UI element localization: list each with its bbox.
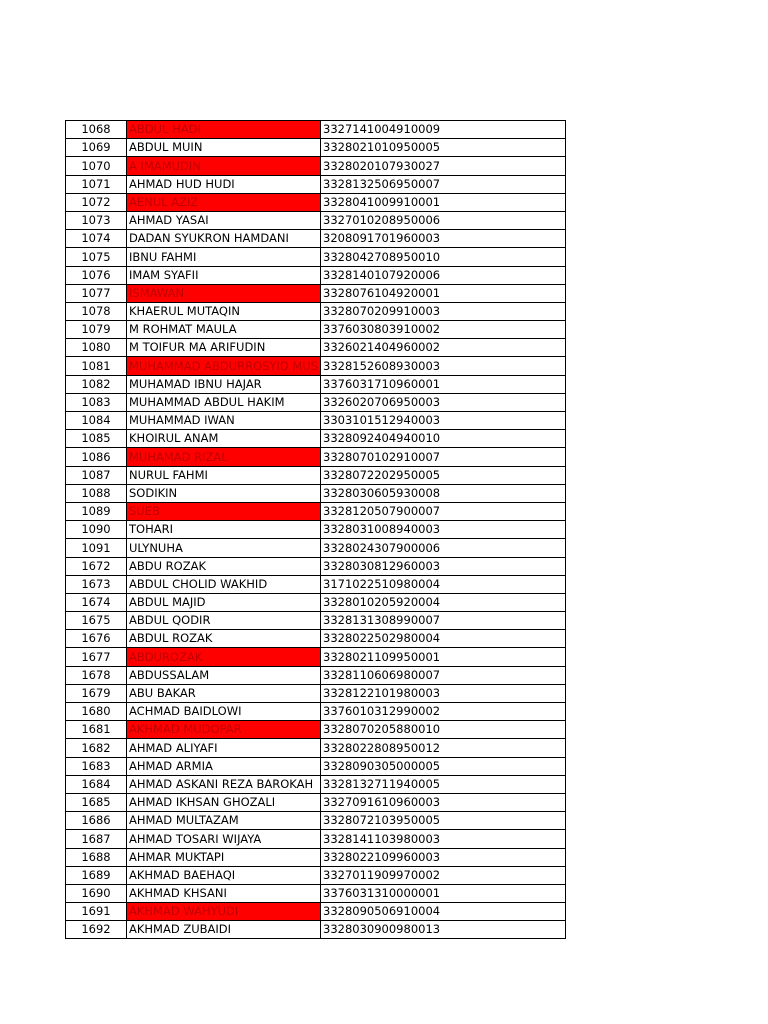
row-number-cell[interactable]: 1084 xyxy=(66,412,127,430)
id-number-cell[interactable]: 3327011909970002 xyxy=(321,866,566,884)
name-cell-highlighted[interactable]: ABDUROZAK xyxy=(127,648,321,666)
table-row xyxy=(66,684,566,702)
name-cell-highlighted[interactable]: MUHAMMAD ABDURROSYID MUS xyxy=(127,357,321,375)
name-cell[interactable]: SODIKIN xyxy=(127,484,321,502)
row-number-cell[interactable]: 1681 xyxy=(66,721,127,739)
name-cell-highlighted[interactable]: AKHMAD WAHYUDI xyxy=(127,903,321,921)
row-number-cell[interactable]: 1688 xyxy=(66,848,127,866)
row-number-cell[interactable]: 1085 xyxy=(66,430,127,448)
table-row xyxy=(66,648,566,666)
name-cell[interactable]: MUHAMMAD IWAN xyxy=(127,412,321,430)
name-cell[interactable]: AHMAD MULTAZAM xyxy=(127,812,321,830)
row-number-cell[interactable]: 1072 xyxy=(66,193,127,211)
row-number-cell[interactable]: 1692 xyxy=(66,921,127,939)
id-number-cell[interactable]: 3171022510980004 xyxy=(321,575,566,593)
row-number-cell[interactable]: 1685 xyxy=(66,793,127,811)
id-number-cell[interactable]: 3328152608930003 xyxy=(321,357,566,375)
id-number-cell[interactable]: 3328020107930027 xyxy=(321,157,566,175)
id-number-cell[interactable]: 3328010205920004 xyxy=(321,593,566,611)
table-row xyxy=(66,812,566,830)
id-number-cell[interactable]: 3328041009910001 xyxy=(321,193,566,211)
row-number-cell[interactable]: 1073 xyxy=(66,211,127,229)
row-number-cell[interactable]: 1091 xyxy=(66,539,127,557)
id-number-cell[interactable]: 3328024307900006 xyxy=(321,539,566,557)
name-cell[interactable]: ABDUL MAJID xyxy=(127,593,321,611)
name-cell-highlighted[interactable]: SUEB xyxy=(127,502,321,520)
id-number-cell[interactable]: 3328141103980003 xyxy=(321,830,566,848)
table-row xyxy=(66,230,566,248)
id-number-cell[interactable]: 3328132711940005 xyxy=(321,775,566,793)
table-row xyxy=(66,412,566,430)
name-cell[interactable]: ULYNUHA xyxy=(127,539,321,557)
name-cell[interactable]: KHAERUL MUTAQIN xyxy=(127,302,321,320)
table-row xyxy=(66,339,566,357)
name-cell[interactable]: KHOIRUL ANAM xyxy=(127,430,321,448)
name-cell[interactable]: ABU BAKAR xyxy=(127,684,321,702)
row-number-cell[interactable]: 1689 xyxy=(66,866,127,884)
id-number-cell[interactable]: 3376030803910002 xyxy=(321,321,566,339)
id-number-cell[interactable]: 3326020706950003 xyxy=(321,393,566,411)
data-table xyxy=(65,120,566,939)
row-number-cell[interactable]: 1090 xyxy=(66,521,127,539)
id-number-cell[interactable]: 3328070209910003 xyxy=(321,302,566,320)
id-number-cell[interactable]: 3327010208950006 xyxy=(321,211,566,229)
id-number-cell[interactable]: 3328021010950005 xyxy=(321,139,566,157)
name-cell-highlighted[interactable]: MUHAMAD RIZAL xyxy=(127,448,321,466)
name-cell[interactable]: TOHARI xyxy=(127,521,321,539)
id-number-cell[interactable]: 3328110606980007 xyxy=(321,666,566,684)
row-number-cell[interactable]: 1079 xyxy=(66,321,127,339)
table-row xyxy=(66,721,566,739)
table-row xyxy=(66,575,566,593)
table-row xyxy=(66,248,566,266)
row-number-cell[interactable]: 1686 xyxy=(66,812,127,830)
table-row xyxy=(66,484,566,502)
name-cell[interactable]: IMAM SYAFII xyxy=(127,266,321,284)
table-row xyxy=(66,921,566,939)
row-number-cell[interactable]: 1675 xyxy=(66,612,127,630)
row-number-cell[interactable]: 1082 xyxy=(66,375,127,393)
table-row xyxy=(66,211,566,229)
row-number-cell[interactable]: 1080 xyxy=(66,339,127,357)
name-cell[interactable]: ABDUL ROZAK xyxy=(127,630,321,648)
table-row xyxy=(66,830,566,848)
name-cell-highlighted[interactable]: A IMAMUDIN xyxy=(127,157,321,175)
id-number-cell[interactable]: 3328140107920006 xyxy=(321,266,566,284)
table-row xyxy=(66,139,566,157)
name-cell[interactable]: MUHAMMAD ABDUL HAKIM xyxy=(127,393,321,411)
id-number-cell[interactable]: 3328090506910004 xyxy=(321,903,566,921)
name-cell[interactable]: AKHMAD ZUBAIDI xyxy=(127,921,321,939)
table-row xyxy=(66,775,566,793)
name-cell[interactable]: IBNU FAHMI xyxy=(127,248,321,266)
row-number-cell[interactable]: 1687 xyxy=(66,830,127,848)
table-row xyxy=(66,666,566,684)
table-row xyxy=(66,557,566,575)
table-row xyxy=(66,703,566,721)
table-row xyxy=(66,302,566,320)
table-row xyxy=(66,466,566,484)
name-cell[interactable]: AKHMAD BAEHAQI xyxy=(127,866,321,884)
table-row xyxy=(66,284,566,302)
row-number-cell[interactable]: 1673 xyxy=(66,575,127,593)
name-cell[interactable]: M TOIFUR MA ARIFUDIN xyxy=(127,339,321,357)
table-row xyxy=(66,357,566,375)
table-row xyxy=(66,866,566,884)
id-number-cell[interactable]: 3328030812960003 xyxy=(321,557,566,575)
row-number-cell[interactable]: 1682 xyxy=(66,739,127,757)
table-row xyxy=(66,321,566,339)
name-cell[interactable]: AKHMAD KHSANI xyxy=(127,884,321,902)
row-number-cell[interactable]: 1088 xyxy=(66,484,127,502)
row-number-cell[interactable]: 1683 xyxy=(66,757,127,775)
id-number-cell[interactable]: 3376031310000001 xyxy=(321,884,566,902)
id-number-cell[interactable]: 3328122101980003 xyxy=(321,684,566,702)
table-row xyxy=(66,393,566,411)
row-number-cell[interactable]: 1680 xyxy=(66,703,127,721)
id-number-cell[interactable]: 3328090305000005 xyxy=(321,757,566,775)
name-cell[interactable]: M ROHMAT MAULA xyxy=(127,321,321,339)
id-number-cell[interactable]: 3328030605930008 xyxy=(321,484,566,502)
name-cell[interactable]: ABDUSSALAM xyxy=(127,666,321,684)
table-row xyxy=(66,157,566,175)
id-number-cell[interactable]: 3328131308990007 xyxy=(321,612,566,630)
name-cell-highlighted[interactable]: ABDUL HADI xyxy=(127,121,321,139)
name-cell[interactable]: AHMAD HUD HUDI xyxy=(127,175,321,193)
name-cell[interactable]: ABDU ROZAK xyxy=(127,557,321,575)
table-row xyxy=(66,612,566,630)
table-row xyxy=(66,739,566,757)
id-number-cell[interactable]: 3328072103950005 xyxy=(321,812,566,830)
row-number-cell[interactable]: 1077 xyxy=(66,284,127,302)
name-cell[interactable]: ABDUL MUIN xyxy=(127,139,321,157)
id-number-cell[interactable]: 3328022808950012 xyxy=(321,739,566,757)
table-row xyxy=(66,848,566,866)
table-row xyxy=(66,193,566,211)
id-number-cell[interactable]: 3328022502980004 xyxy=(321,630,566,648)
id-number-cell[interactable]: 3328076104920001 xyxy=(321,284,566,302)
id-number-cell[interactable]: 3208091701960003 xyxy=(321,230,566,248)
id-number-cell[interactable]: 3376031710960001 xyxy=(321,375,566,393)
row-number-cell[interactable]: 1677 xyxy=(66,648,127,666)
table-row xyxy=(66,121,566,139)
id-number-cell[interactable]: 3328070205880010 xyxy=(321,721,566,739)
id-number-cell[interactable]: 3303101512940003 xyxy=(321,412,566,430)
id-number-cell[interactable]: 3328042708950010 xyxy=(321,248,566,266)
name-cell[interactable]: AHMAD ASKANI REZA BAROKAH xyxy=(127,775,321,793)
id-number-cell[interactable]: 3376010312990002 xyxy=(321,703,566,721)
row-number-cell[interactable]: 1074 xyxy=(66,230,127,248)
row-number-cell[interactable]: 1068 xyxy=(66,121,127,139)
name-cell[interactable]: AHMAD YASAI xyxy=(127,211,321,229)
table-row xyxy=(66,375,566,393)
name-cell-highlighted[interactable]: ISMAWAN xyxy=(127,284,321,302)
table-row xyxy=(66,539,566,557)
row-number-cell[interactable]: 1678 xyxy=(66,666,127,684)
id-number-cell[interactable]: 3328021109950001 xyxy=(321,648,566,666)
id-number-cell[interactable]: 3327091610960003 xyxy=(321,793,566,811)
table-row xyxy=(66,175,566,193)
table-row xyxy=(66,430,566,448)
name-cell[interactable]: ABDUL QODIR xyxy=(127,612,321,630)
row-number-cell[interactable]: 1086 xyxy=(66,448,127,466)
name-cell[interactable]: ABDUL CHOLID WAKHID xyxy=(127,575,321,593)
table-row xyxy=(66,903,566,921)
row-number-cell[interactable]: 1083 xyxy=(66,393,127,411)
name-cell[interactable]: ACHMAD BAIDLOWI xyxy=(127,703,321,721)
name-cell[interactable]: AHMAD TOSARI WIJAYA xyxy=(127,830,321,848)
table-row xyxy=(66,266,566,284)
name-cell[interactable]: NURUL FAHMI xyxy=(127,466,321,484)
table-body xyxy=(66,121,566,939)
row-number-cell[interactable]: 1070 xyxy=(66,157,127,175)
id-number-cell[interactable]: 3328070102910007 xyxy=(321,448,566,466)
row-number-cell[interactable]: 1684 xyxy=(66,775,127,793)
table-row xyxy=(66,793,566,811)
name-cell-highlighted[interactable]: AKHMAD MUDOPAR xyxy=(127,721,321,739)
id-number-cell[interactable]: 3328092404940010 xyxy=(321,430,566,448)
table-row xyxy=(66,757,566,775)
name-cell[interactable]: AHMAR MUKTAPI xyxy=(127,848,321,866)
name-cell[interactable]: AHMAD IKHSAN GHOZALI xyxy=(127,793,321,811)
table-row xyxy=(66,630,566,648)
row-number-cell[interactable]: 1679 xyxy=(66,684,127,702)
row-number-cell[interactable]: 1078 xyxy=(66,302,127,320)
id-number-cell[interactable]: 3328031008940003 xyxy=(321,521,566,539)
table-row xyxy=(66,521,566,539)
row-number-cell[interactable]: 1087 xyxy=(66,466,127,484)
table-row xyxy=(66,448,566,466)
name-cell[interactable]: AHMAD ARMIA xyxy=(127,757,321,775)
row-number-cell[interactable]: 1071 xyxy=(66,175,127,193)
row-number-cell[interactable]: 1676 xyxy=(66,630,127,648)
row-number-cell[interactable]: 1690 xyxy=(66,884,127,902)
row-number-cell[interactable]: 1672 xyxy=(66,557,127,575)
id-number-cell[interactable]: 3328022109960003 xyxy=(321,848,566,866)
id-number-cell[interactable]: 3328132506950007 xyxy=(321,175,566,193)
name-cell[interactable]: MUHAMAD IBNU HAJAR xyxy=(127,375,321,393)
row-number-cell[interactable]: 1089 xyxy=(66,502,127,520)
row-number-cell[interactable]: 1674 xyxy=(66,593,127,611)
name-cell[interactable]: AHMAD ALIYAFI xyxy=(127,739,321,757)
row-number-cell[interactable]: 1076 xyxy=(66,266,127,284)
id-number-cell[interactable]: 3328030900980013 xyxy=(321,921,566,939)
table-row xyxy=(66,593,566,611)
row-number-cell[interactable]: 1075 xyxy=(66,248,127,266)
id-number-cell[interactable]: 3328120507900007 xyxy=(321,502,566,520)
table-row xyxy=(66,502,566,520)
row-number-cell[interactable]: 1081 xyxy=(66,357,127,375)
table-row xyxy=(66,884,566,902)
row-number-cell[interactable]: 1691 xyxy=(66,903,127,921)
row-number-cell[interactable]: 1069 xyxy=(66,139,127,157)
name-cell-highlighted[interactable]: AENUL AZIZ xyxy=(127,193,321,211)
name-cell[interactable]: DADAN SYUKRON HAMDANI xyxy=(127,230,321,248)
id-number-cell[interactable]: 3328072202950005 xyxy=(321,466,566,484)
id-number-cell[interactable]: 3327141004910009 xyxy=(321,121,566,139)
id-number-cell[interactable]: 3326021404960002 xyxy=(321,339,566,357)
